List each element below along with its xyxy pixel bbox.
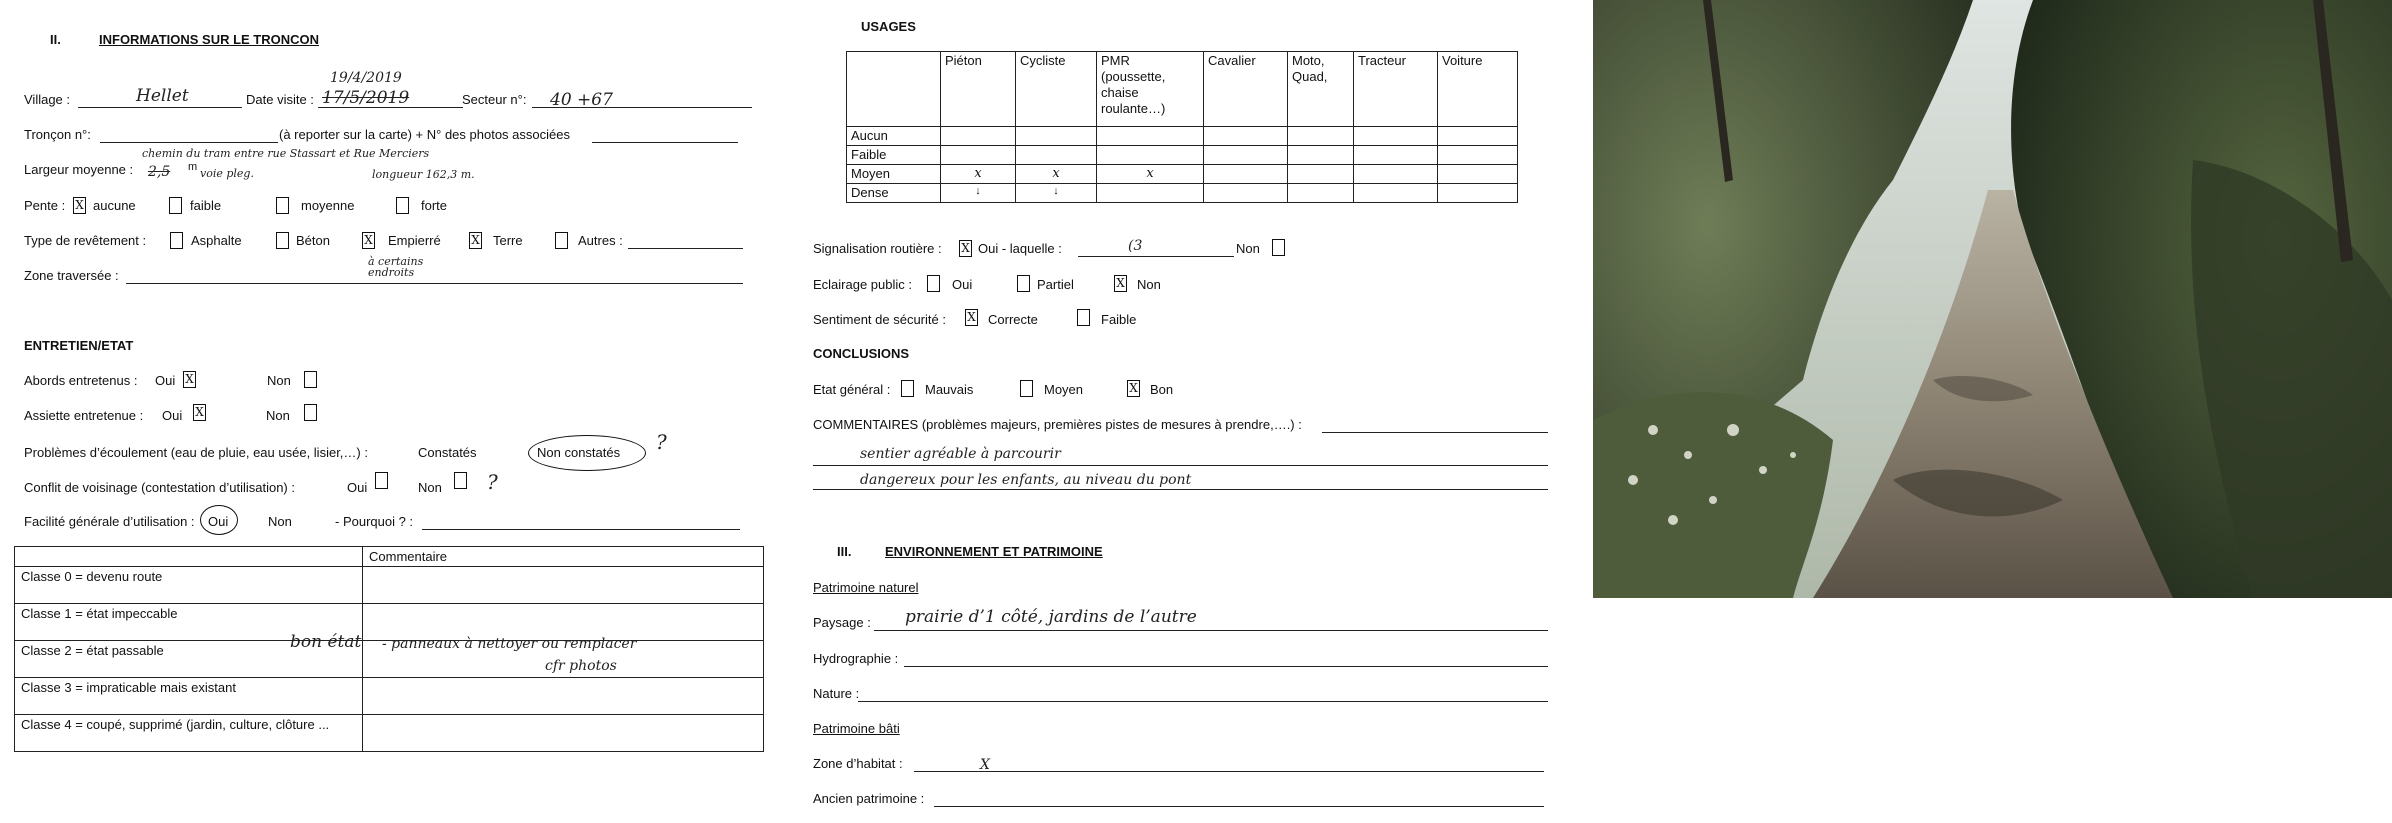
assiette-label: Assiette entretenue : xyxy=(24,408,144,423)
usages-row-moyen: Moyen xyxy=(847,165,941,184)
nature-line[interactable] xyxy=(858,701,1548,702)
village-label: Village : xyxy=(24,92,71,107)
usages-cell-cycliste-moyen[interactable]: x xyxy=(1016,165,1097,184)
signalisation-oui-label: Oui - laquelle : xyxy=(978,241,1062,256)
ecoulement-label: Problèmes d’écoulement (eau de pluie, eau usée, lisier,…) : xyxy=(24,445,368,460)
handwritten-comment-2: cfr photos xyxy=(545,658,617,674)
usages-col-voiture: Voiture xyxy=(1438,52,1518,127)
zone-line[interactable] xyxy=(126,283,743,284)
village-line xyxy=(78,107,242,108)
habitat-line[interactable] xyxy=(914,771,1544,772)
comment-cell[interactable] xyxy=(363,715,764,752)
eclairage-oui-label: Oui xyxy=(952,277,973,292)
comment-line-1: sentier agréable à parcourir xyxy=(860,446,1061,462)
usages-cell[interactable] xyxy=(1354,146,1438,165)
paysage-line[interactable] xyxy=(874,630,1548,631)
photos-line[interactable] xyxy=(592,142,738,143)
pente-faible-label: faible xyxy=(190,198,222,213)
revetement-label: Type de revêtement : xyxy=(24,233,147,248)
revetement-autres-label: Autres : xyxy=(578,233,623,248)
securite-faible-checkbox[interactable] xyxy=(1077,309,1090,326)
usages-col-cycliste: Cycliste xyxy=(1016,52,1097,127)
etat-bon-checkbox[interactable]: X xyxy=(1127,380,1140,397)
commentaires-line-2[interactable] xyxy=(813,489,1548,490)
annotation-voie: voie pleg. xyxy=(200,167,254,180)
table-row xyxy=(847,127,1518,146)
ecoulement-non-constates[interactable]: Non constatés xyxy=(537,445,621,460)
annotation-longueur: longueur 162,3 m. xyxy=(372,168,475,181)
usages-corner xyxy=(847,52,941,127)
hydrographie-label: Hydrographie : xyxy=(813,651,899,666)
ecoulement-question: ? xyxy=(656,430,667,454)
usages-cell[interactable] xyxy=(1354,127,1438,146)
signalisation-laquelle-value: (3 xyxy=(1128,238,1143,254)
revetement-autres-checkbox[interactable] xyxy=(555,232,568,249)
securite-correcte-checkbox[interactable]: X xyxy=(965,309,978,326)
pente-aucune-checkbox[interactable]: X xyxy=(73,197,86,214)
usages-cell[interactable] xyxy=(1288,146,1354,165)
table-header-comment: Commentaire xyxy=(363,547,764,567)
signalisation-laquelle-line[interactable] xyxy=(1078,256,1234,257)
paysage-value: prairie d’1 côté, jardins de l’autre xyxy=(905,607,1197,627)
usages-cell[interactable] xyxy=(1016,146,1097,165)
table-row xyxy=(847,184,1518,203)
habitat-mark: X xyxy=(980,757,990,773)
table-row xyxy=(15,678,764,715)
table-row xyxy=(15,604,764,641)
comment-cell[interactable] xyxy=(363,604,764,641)
revetement-empierre-label: Empierré xyxy=(388,233,441,248)
table-header-empty xyxy=(15,547,363,567)
section3-number: III. xyxy=(837,544,852,559)
secteur-value[interactable]: 40 +67 xyxy=(550,90,613,110)
facilite-label: Facilité générale d’utilisation : xyxy=(24,514,195,529)
naturel-title: Patrimoine naturel xyxy=(813,580,919,595)
bati-title: Patrimoine bâti xyxy=(813,721,900,736)
class-4-cell: Classe 4 = coupé, supprimé (jardin, culture, clôture ... xyxy=(15,715,363,752)
usages-cell[interactable] xyxy=(1204,184,1288,203)
usages-cell[interactable] xyxy=(1288,127,1354,146)
annotation-chemin: chemin du tram entre rue Stassart et Rue Merciers xyxy=(142,147,430,160)
pourquoi-label: - Pourquoi ? : xyxy=(335,514,414,529)
revetement-asphalte-checkbox[interactable] xyxy=(170,232,183,249)
usages-cell[interactable] xyxy=(1204,165,1288,184)
etat-moyen-label: Moyen xyxy=(1044,382,1084,397)
eclairage-label: Eclairage public : xyxy=(813,277,912,292)
usages-cell[interactable] xyxy=(1097,184,1204,203)
village-value[interactable]: Hellet xyxy=(136,86,189,106)
section-number: II. xyxy=(50,32,61,47)
troncon-label: Tronçon n°: xyxy=(24,127,91,142)
conflit-label: Conflit de voisinage (contestation d’utilisation) : xyxy=(24,480,295,495)
assiette-oui-checkbox[interactable]: X xyxy=(193,404,206,421)
usages-row-faible: Faible xyxy=(847,146,941,165)
usages-cell[interactable] xyxy=(1438,127,1518,146)
class-0-cell: Classe 0 = devenu route xyxy=(15,567,363,604)
assiette-non-label: Non xyxy=(266,408,290,423)
abords-non-checkbox[interactable] xyxy=(304,371,317,388)
date-label: Date visite : xyxy=(246,92,314,107)
commentaires-line-1[interactable] xyxy=(813,465,1548,466)
usages-cell[interactable] xyxy=(1288,184,1354,203)
usages-title: USAGES xyxy=(861,19,916,34)
usages-col-pmr: PMR (poussette, chaise roulante…) xyxy=(1097,52,1204,127)
comment-cell[interactable] xyxy=(363,567,764,604)
usages-cell[interactable] xyxy=(1097,146,1204,165)
handwritten-state: bon état xyxy=(290,632,362,652)
pente-moyenne-checkbox[interactable] xyxy=(276,197,289,214)
abords-oui-checkbox[interactable]: X xyxy=(183,371,196,388)
facilite-non[interactable]: Non xyxy=(268,514,292,529)
conflit-oui-label: Oui xyxy=(347,480,368,495)
table-header-row xyxy=(15,547,764,567)
hydrographie-line[interactable] xyxy=(904,666,1548,667)
ancien-label: Ancien patrimoine : xyxy=(813,791,925,806)
revetement-autres-line[interactable] xyxy=(628,248,743,249)
commentaires-label: COMMENTAIRES (problèmes majeurs, premières pistes de mesures à prendre,….) : xyxy=(813,417,1302,432)
usages-cell-pieton-moyen[interactable]: x xyxy=(941,165,1016,184)
revetement-terre-label: Terre xyxy=(493,233,523,248)
usages-cell[interactable] xyxy=(941,127,1016,146)
usages-cell[interactable] xyxy=(1016,127,1097,146)
largeur-label: Largeur moyenne : xyxy=(24,162,134,177)
date-value[interactable]: 17/5/2019 xyxy=(322,88,410,108)
conflit-non-label: Non xyxy=(418,480,442,495)
etat-label: Etat général : xyxy=(813,382,891,397)
revetement-empierre-checkbox[interactable]: X xyxy=(362,232,375,249)
abords-label: Abords entretenus : xyxy=(24,373,138,388)
table-row xyxy=(15,715,764,752)
eclairage-partiel-checkbox[interactable] xyxy=(1017,275,1030,292)
conflit-non-checkbox[interactable] xyxy=(454,472,467,489)
troncon-line[interactable] xyxy=(100,142,278,143)
photo-grass-left xyxy=(1593,392,1833,598)
commentaires-line-0[interactable] xyxy=(1322,432,1548,433)
pente-aucune-label: aucune xyxy=(93,198,136,213)
assiette-oui-label: Oui xyxy=(162,408,183,423)
usages-cell[interactable] xyxy=(1288,165,1354,184)
signalisation-oui-checkbox[interactable]: X xyxy=(959,240,972,257)
revetement-terre-checkbox[interactable]: X xyxy=(469,232,482,249)
handwritten-comment-1: - panneaux à nettoyer ou remplacer xyxy=(382,636,637,652)
ecoulement-constates[interactable]: Constatés xyxy=(418,445,477,460)
usages-cell[interactable] xyxy=(1354,165,1438,184)
usages-col-tracteur: Tracteur xyxy=(1354,52,1438,127)
usages-cell[interactable] xyxy=(1438,146,1518,165)
usages-col-cavalier: Cavalier xyxy=(1204,52,1288,127)
etat-mauvais-label: Mauvais xyxy=(925,382,974,397)
path-photo xyxy=(1593,0,2392,598)
securite-faible-label: Faible xyxy=(1101,312,1137,327)
table-row xyxy=(847,146,1518,165)
date-value-top: 19/4/2019 xyxy=(330,70,402,86)
section-title: INFORMATIONS SUR LE TRONCON xyxy=(99,32,320,47)
usages-cell[interactable] xyxy=(941,146,1016,165)
usages-cell[interactable] xyxy=(1438,165,1518,184)
usages-cell-pmr-moyen[interactable]: x xyxy=(1097,165,1204,184)
abords-oui-label: Oui xyxy=(155,373,176,388)
paysage-label: Paysage : xyxy=(813,615,871,630)
signalisation-non-checkbox[interactable] xyxy=(1272,239,1285,256)
zone-label: Zone traversée : xyxy=(24,268,119,283)
table-row xyxy=(847,165,1518,184)
conflit-question: ? xyxy=(487,470,498,494)
usages-row-dense: Dense xyxy=(847,184,941,203)
eclairage-non-checkbox[interactable]: X xyxy=(1114,275,1127,292)
usages-col-pieton: Piéton xyxy=(941,52,1016,127)
eclairage-partiel-label: Partiel xyxy=(1037,277,1074,292)
table-row xyxy=(15,567,764,604)
usages-cell[interactable] xyxy=(1097,127,1204,146)
section3-title: ENVIRONNEMENT ET PATRIMOINE xyxy=(885,544,1103,559)
usages-row-aucun: Aucun xyxy=(847,127,941,146)
usages-cell-pieton-dense[interactable]: ↓ xyxy=(941,184,1016,203)
revetement-beton-checkbox[interactable] xyxy=(276,232,289,249)
path-photo-illustration xyxy=(1593,0,2392,598)
usages-cell[interactable] xyxy=(1204,146,1288,165)
ancien-line[interactable] xyxy=(934,806,1544,807)
pente-faible-checkbox[interactable] xyxy=(169,197,182,214)
class-2-cell: Classe 2 = état passable xyxy=(15,641,363,678)
pente-label: Pente : xyxy=(24,198,66,213)
abords-non-label: Non xyxy=(267,373,291,388)
class-3-cell: Classe 3 = impraticable mais existant xyxy=(15,678,363,715)
pente-forte-checkbox[interactable] xyxy=(396,197,409,214)
usages-table xyxy=(846,51,1518,203)
usages-cell[interactable] xyxy=(1204,127,1288,146)
usages-col-moto: Moto, Quad, xyxy=(1288,52,1354,127)
usages-cell[interactable] xyxy=(1438,184,1518,203)
usages-header-row xyxy=(847,52,1518,127)
pourquoi-line[interactable] xyxy=(422,529,740,530)
securite-label: Sentiment de sécurité : xyxy=(813,312,946,327)
entretien-title: ENTRETIEN/ETAT xyxy=(24,338,134,353)
etat-mauvais-checkbox[interactable] xyxy=(901,380,914,397)
class-1-cell: Classe 1 = état impeccable xyxy=(15,604,363,641)
troncon-suffix: (à reporter sur la carte) + N° des photos associées xyxy=(279,127,570,142)
signalisation-label: Signalisation routière : xyxy=(813,241,942,256)
eclairage-oui-checkbox[interactable] xyxy=(927,275,940,292)
signalisation-non-label: Non xyxy=(1236,241,1260,256)
pente-forte-label: forte xyxy=(421,198,448,213)
revetement-beton-label: Béton xyxy=(296,233,330,248)
etat-bon-label: Bon xyxy=(1150,382,1174,397)
pente-moyenne-label: moyenne xyxy=(301,198,355,213)
comment-cell[interactable] xyxy=(363,678,764,715)
assiette-non-checkbox[interactable] xyxy=(304,404,317,421)
revetement-asphalte-label: Asphalte xyxy=(191,233,242,248)
largeur-unit: m xyxy=(188,161,198,173)
etat-moyen-checkbox[interactable] xyxy=(1020,380,1033,397)
eclairage-non-label: Non xyxy=(1137,277,1161,292)
nature-label: Nature : xyxy=(813,686,860,701)
facilite-oui[interactable]: Oui xyxy=(208,514,229,529)
comment-line-2: dangereux pour les enfants, au niveau du pont xyxy=(860,472,1192,488)
largeur-value[interactable]: 2,5 xyxy=(148,164,171,180)
secteur-label: Secteur n°: xyxy=(462,92,527,107)
annotation-endroits: à certains endroits xyxy=(368,255,424,279)
conflit-oui-checkbox[interactable] xyxy=(375,472,388,489)
securite-correcte-label: Correcte xyxy=(988,312,1038,327)
conclusions-title: CONCLUSIONS xyxy=(813,346,910,361)
usages-cell[interactable] xyxy=(1354,184,1438,203)
habitat-label: Zone d’habitat : xyxy=(813,756,903,771)
usages-cell-cycliste-dense[interactable]: ↓ xyxy=(1016,184,1097,203)
